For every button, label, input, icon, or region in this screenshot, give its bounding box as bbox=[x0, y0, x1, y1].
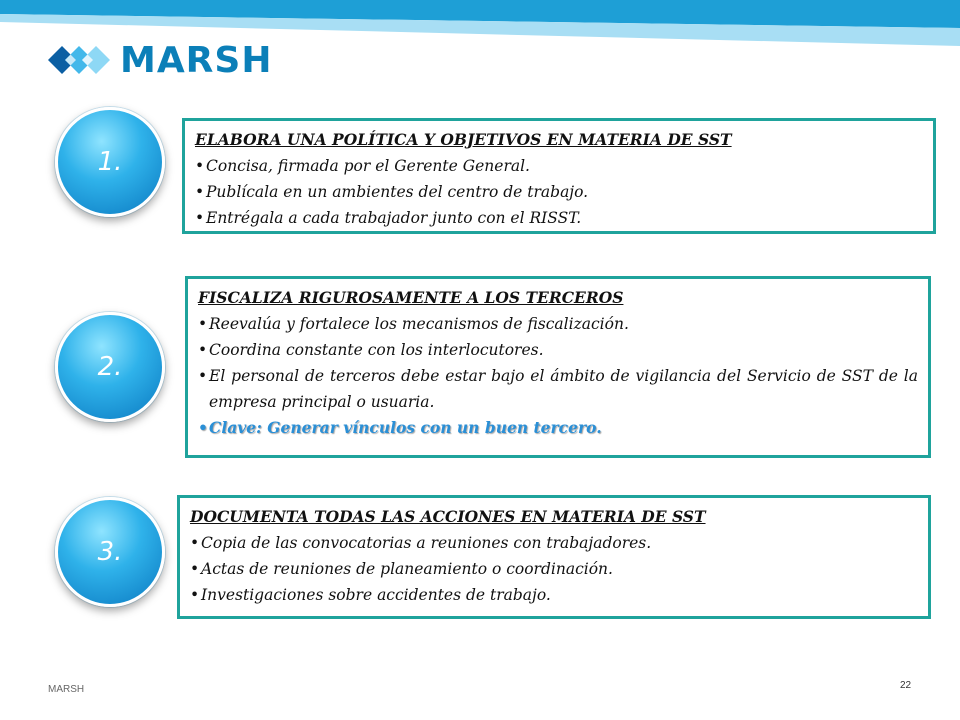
step-1-box bbox=[182, 118, 936, 234]
step-3-circle bbox=[55, 497, 165, 607]
marsh-logo bbox=[48, 40, 272, 80]
step-2-circle bbox=[55, 312, 165, 422]
list-item: • Entrégala a cada trabajador junto con el RISST. bbox=[195, 209, 582, 227]
list-item: • Actas de reuniones de planeamiento o coordinación. bbox=[190, 560, 613, 578]
list-item: • Copia de las convocatorias a reuniones con trabajadores. bbox=[190, 534, 652, 552]
step-3-number: 3. bbox=[97, 537, 123, 567]
page-number: 22 bbox=[900, 680, 912, 691]
step-2-number: 2. bbox=[97, 352, 123, 382]
list-item: • Reevalúa y fortalece los mecanismos de fiscalización. bbox=[198, 315, 629, 333]
list-item: • Investigaciones sobre accidentes de trabajo. bbox=[190, 586, 551, 604]
step-1-number: 1. bbox=[97, 147, 123, 177]
marsh-logo-icon bbox=[48, 43, 110, 77]
step-2-title: FISCALIZA RIGUROSAMENTE A LOS TERCEROS bbox=[198, 288, 624, 307]
key-highlight: • Clave: Generar vínculos con un buen tercero. bbox=[198, 418, 602, 437]
step-3-box bbox=[177, 495, 931, 619]
list-item: • Publícala en un ambientes del centro de trabajo. bbox=[195, 183, 589, 201]
footer-brand: MARSH bbox=[48, 684, 85, 695]
step-1-title: ELABORA UNA POLÍTICA Y OBJETIVOS EN MATERIA DE SST bbox=[195, 130, 732, 149]
list-item: • El personal de terceros debe estar bajo el ámbito de vigilancia del Servicio de SST de la empresa principal o usuaria. bbox=[198, 367, 918, 411]
step-3-title: DOCUMENTA TODAS LAS ACCIONES EN MATERIA DE SST bbox=[190, 507, 706, 526]
marsh-logo-text: MARSH bbox=[120, 39, 273, 81]
list-item: • Concisa, firmada por el Gerente General. bbox=[195, 157, 530, 175]
step-1-circle bbox=[55, 107, 165, 217]
step-2-box bbox=[185, 276, 931, 458]
list-item: • Coordina constante con los interlocutores. bbox=[198, 341, 544, 359]
